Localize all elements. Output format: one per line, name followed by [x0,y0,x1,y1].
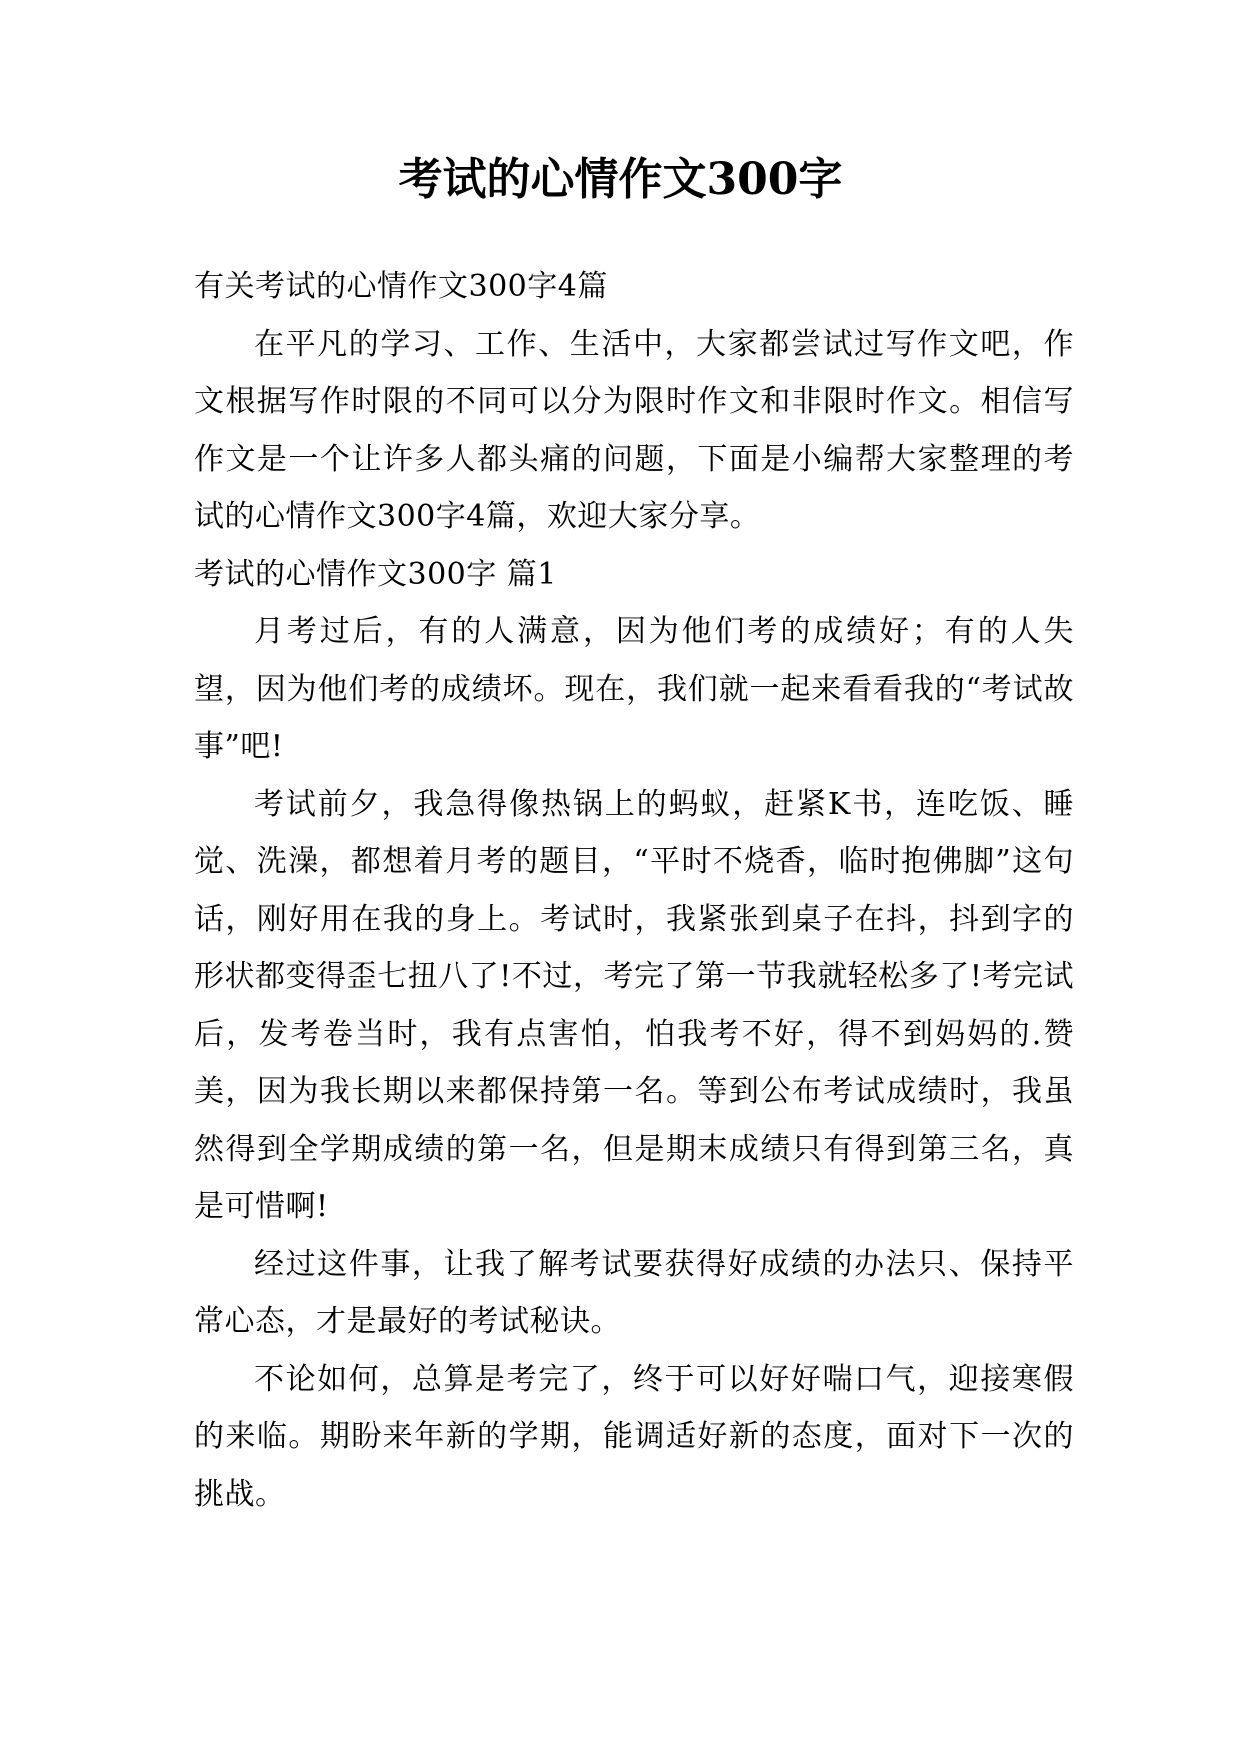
section-heading: 考试的心情作文300字 篇1 [194,556,557,592]
body-paragraph: 考试前夕，我急得像热锅上的蚂蚁，赶紧K书，连吃饭、睡觉、洗澡，都想着月考的题目，“平时不烧香，临时抱佛脚”这句话，刚好用在我的身上。考试时，我紧张到桌子在抖，抖到字的形状都变得歪七扭八了!不过，考完了第一节我就轻松多了!考完试后，发考卷当时，我有点害怕，怕我考不好，得不到妈妈的.赞美，因为我长期以来都保持第一名。等到公布考试成绩时，我虽然得到全学期成绩的第一名，但是期末成绩只有得到第三名，真是可惜啊! [194,786,1074,1224]
document-body [194,258,1074,1523]
body-paragraph: 不论如何，总算是考完了，终于可以好好喘口气，迎接寒假的来临。期盼来年新的学期，能调适好新的态度，面对下一次的挑战。 [194,1361,1074,1512]
body-paragraph: 经过这件事，让我了解考试要获得好成绩的办法只、保持平常心态，才是最好的考试秘诀。 [194,1246,1074,1339]
document-subtitle: 有关考试的心情作文300字4篇 [194,269,608,304]
intro-paragraph: 在平凡的学习、工作、生活中，大家都尝试过写作文吧，作文根据写作时限的不同可以分为限时作文和非限时作文。相信写作文是一个让许多人都头痛的问题，下面是小编帮大家整理的考试的心情作文300字4篇，欢迎大家分享。 [194,326,1074,534]
document-title: 考试的心情作文300字 [398,154,843,205]
body-paragraph: 月考过后，有的人满意，因为他们考的成绩好；有的人失望，因为他们考的成绩坏。现在，我们就一起来看看我的“考试故事”吧! [194,614,1074,764]
